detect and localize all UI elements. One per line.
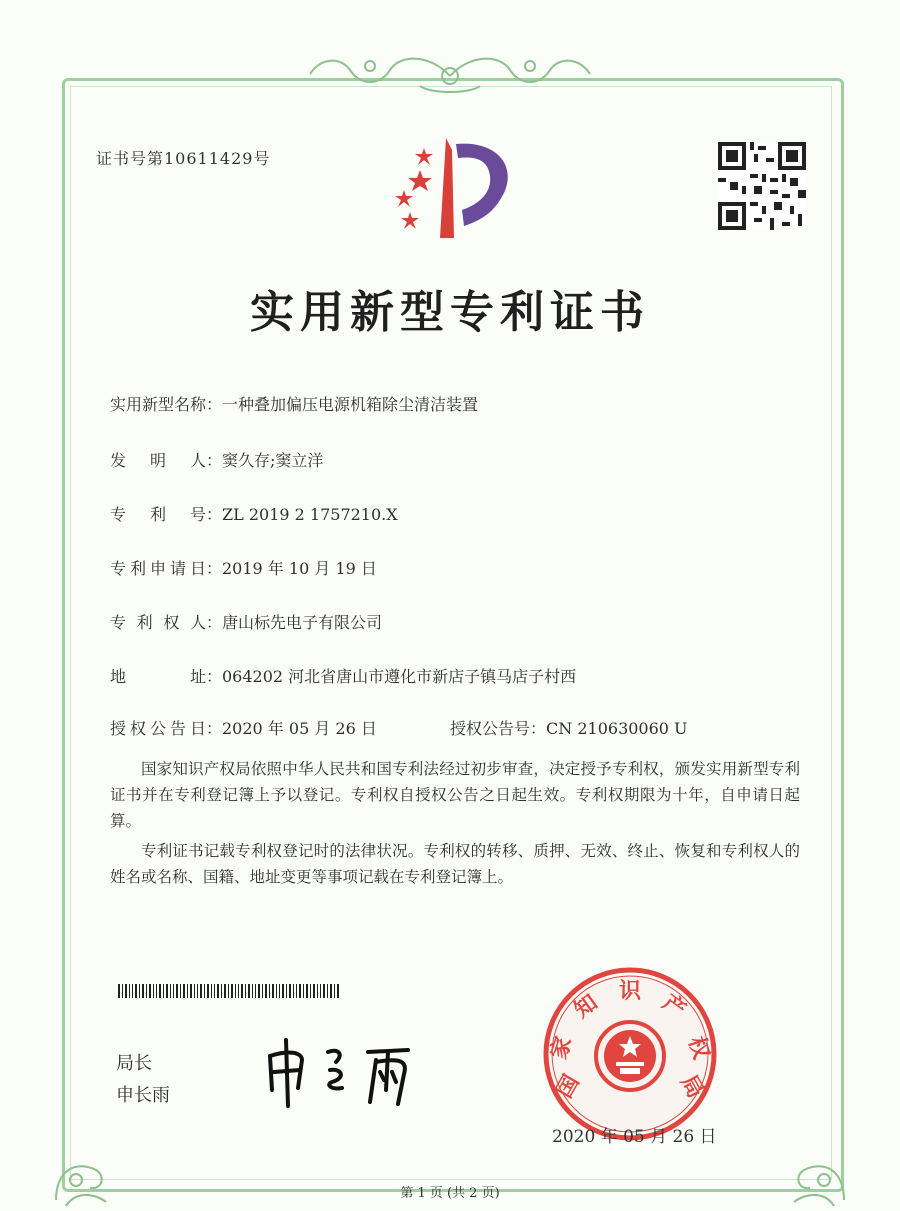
- field-label: 授权公告号: [450, 719, 531, 738]
- director-title: 局长: [116, 1053, 152, 1074]
- field-value: 窦久存;窦立洋: [222, 451, 324, 470]
- svg-text:局: 局: [675, 1070, 708, 1103]
- certificate-body: [110, 756, 800, 894]
- field-label: 专利号: [110, 505, 206, 524]
- certificate-title: 实用新型专利证书: [250, 287, 650, 338]
- certificate-number: 证书号第10611429号: [96, 149, 271, 168]
- field-value: 2020 年 05 月 26 日: [222, 719, 377, 738]
- field-value: 一种叠加偏压电源机箱除尘清洁装置: [222, 395, 479, 414]
- body-paragraph: 专利证书记载专利权登记时的法律状况。专利权的转移、质押、无效、终止、恢复和专利权人的姓名或名称、国籍、地址变更等事项记载在专利登记簿上。: [110, 842, 800, 886]
- field-address: 地址：064202 河北省唐山市遵化市新店子镇马店子村西: [110, 664, 576, 687]
- qr-code-icon: [718, 142, 806, 230]
- svg-text:家: 家: [546, 1033, 578, 1063]
- field-value: ZL 2019 2 1757210.X: [222, 505, 398, 524]
- field-grant-announcement-date: 授权公告日：2020 年 05 月 26 日: [110, 716, 377, 739]
- field-utility-model-name: 实用新型名称：一种叠加偏压电源机箱除尘清洁装置: [110, 392, 478, 415]
- svg-text:识: 识: [618, 979, 642, 1004]
- seal-date: 2020 年 05 月 26 日: [552, 1127, 717, 1147]
- cnipa-logo-icon: [380, 130, 530, 240]
- body-paragraph: 国家知识产权局依照中华人民共和国专利法经过初步审查，决定授予专利权，颁发实用新型专利证书并在专利登记簿上予以登记。专利权自授权公告之日起生效。专利权期限为十年，自申请日起算。: [110, 760, 800, 830]
- field-value: 2019 年 10 月 19 日: [222, 559, 377, 578]
- field-inventor: 发明人：窦久存;窦立洋: [110, 448, 323, 471]
- field-value: 064202 河北省唐山市遵化市新店子镇马店子村西: [222, 667, 577, 686]
- svg-text:权: 权: [682, 1033, 714, 1063]
- top-ornament-icon: [300, 46, 600, 102]
- field-value: 唐山标先电子有限公司: [222, 613, 383, 632]
- svg-text:产: 产: [657, 990, 691, 1024]
- svg-text:国: 国: [552, 1070, 585, 1103]
- field-grant-announcement-number: 授权公告号：CN 210630060 U: [450, 716, 688, 739]
- field-patent-number: 专利号：ZL 2019 2 1757210.X: [110, 502, 398, 525]
- barcode-icon: [118, 984, 340, 998]
- director-name: 申长雨: [116, 1085, 170, 1106]
- field-patentee: 专利权人：唐山标先电子有限公司: [110, 610, 382, 633]
- field-label: 地址: [110, 667, 206, 686]
- field-label: 专利权人: [110, 613, 206, 632]
- field-label: 授权公告日: [110, 719, 206, 738]
- svg-text:知: 知: [569, 990, 603, 1024]
- field-application-date: 专利申请日：2019 年 10 月 19 日: [110, 556, 377, 579]
- cnipa-seal-image: [540, 964, 720, 1144]
- field-label: 发明人: [110, 451, 206, 470]
- page-indicator: 第 1 页 (共 2 页): [400, 1186, 500, 1201]
- director-block: [116, 1048, 170, 1112]
- field-label: 专利申请日: [110, 559, 206, 578]
- field-label: 实用新型名称: [110, 395, 207, 414]
- signature-image: [258, 1030, 458, 1110]
- field-value: CN 210630060 U: [546, 719, 688, 738]
